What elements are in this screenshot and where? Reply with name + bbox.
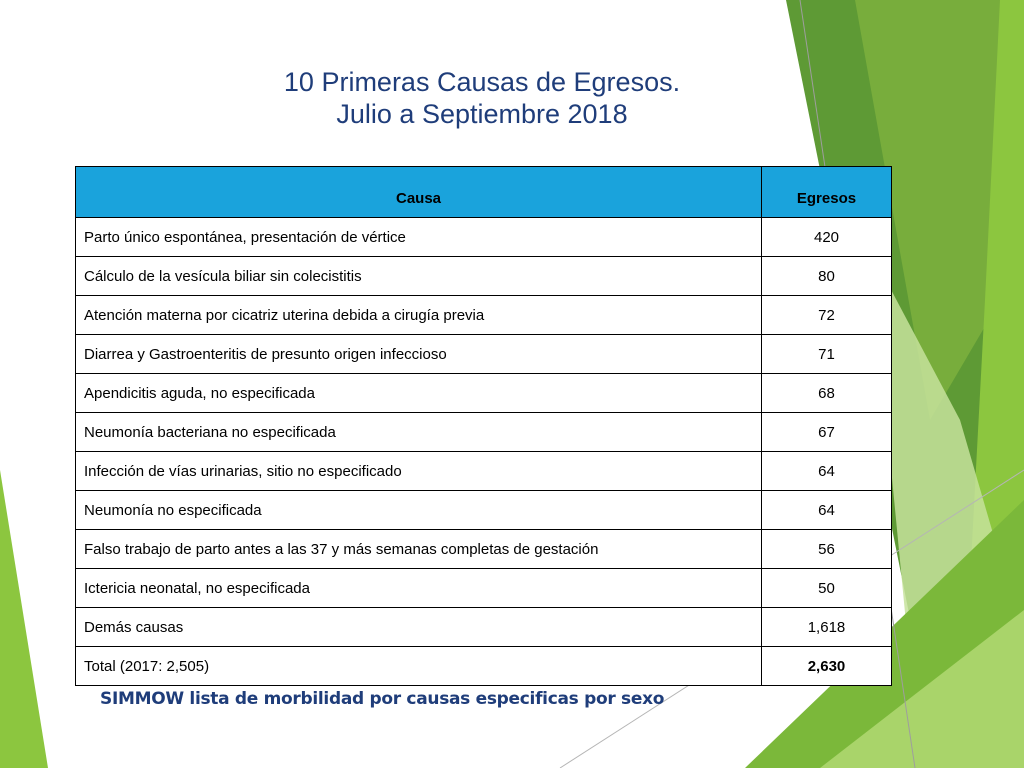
slide-title: [180, 66, 784, 130]
cause-cell: Atención materna por cicatriz uterina debida a cirugía previa: [76, 296, 762, 335]
egresos-cell: 1,618: [762, 608, 892, 647]
table-row: [76, 452, 892, 491]
source-note: SIMMOW lista de morbilidad por causas especificas por sexo: [100, 689, 665, 709]
egresos-cell: 64: [762, 452, 892, 491]
table-row: [76, 413, 892, 452]
table-total-row: [76, 647, 892, 686]
egresos-cell: 56: [762, 530, 892, 569]
total-label-cell: Total (2017: 2,505): [76, 647, 762, 686]
egresos-cell: 67: [762, 413, 892, 452]
cause-cell: Cálculo de la vesícula biliar sin colecistitis: [76, 257, 762, 296]
table-row: [76, 569, 892, 608]
title-line-1: 10 Primeras Causas de Egresos.: [283, 67, 681, 97]
header-egresos: Egresos: [762, 167, 892, 218]
cause-cell: Falso trabajo de parto antes a las 37 y más semanas completas de gestación: [76, 530, 762, 569]
egresos-cell: 80: [762, 257, 892, 296]
cause-cell: Ictericia neonatal, no especificada: [76, 569, 762, 608]
cause-cell: Apendicitis aguda, no especificada: [76, 374, 762, 413]
egresos-cell: 71: [762, 335, 892, 374]
causes-table: [75, 166, 892, 686]
egresos-cell: 72: [762, 296, 892, 335]
table-row: [76, 374, 892, 413]
cause-cell: Neumonía bacteriana no especificada: [76, 413, 762, 452]
table-row: [76, 530, 892, 569]
table-row: [76, 257, 892, 296]
header-causa: Causa: [76, 167, 762, 218]
causes-table-container: [75, 166, 892, 686]
cause-cell: Parto único espontánea, presentación de vértice: [76, 218, 762, 257]
green-shape-bottom-left: [0, 470, 48, 768]
total-value-cell: 2,630: [762, 647, 892, 686]
table-row: [76, 608, 892, 647]
table-row: [76, 335, 892, 374]
egresos-cell: 50: [762, 569, 892, 608]
table-header-row: [76, 167, 892, 218]
table-row: [76, 491, 892, 530]
table-row: [76, 296, 892, 335]
cause-cell: Demás causas: [76, 608, 762, 647]
title-line-2: Julio a Septiembre 2018: [336, 99, 628, 129]
egresos-cell: 420: [762, 218, 892, 257]
table-row: [76, 218, 892, 257]
cause-cell: Infección de vías urinarias, sitio no especificado: [76, 452, 762, 491]
egresos-cell: 68: [762, 374, 892, 413]
cause-cell: Neumonía no especificada: [76, 491, 762, 530]
cause-cell: Diarrea y Gastroenteritis de presunto origen infeccioso: [76, 335, 762, 374]
egresos-cell: 64: [762, 491, 892, 530]
